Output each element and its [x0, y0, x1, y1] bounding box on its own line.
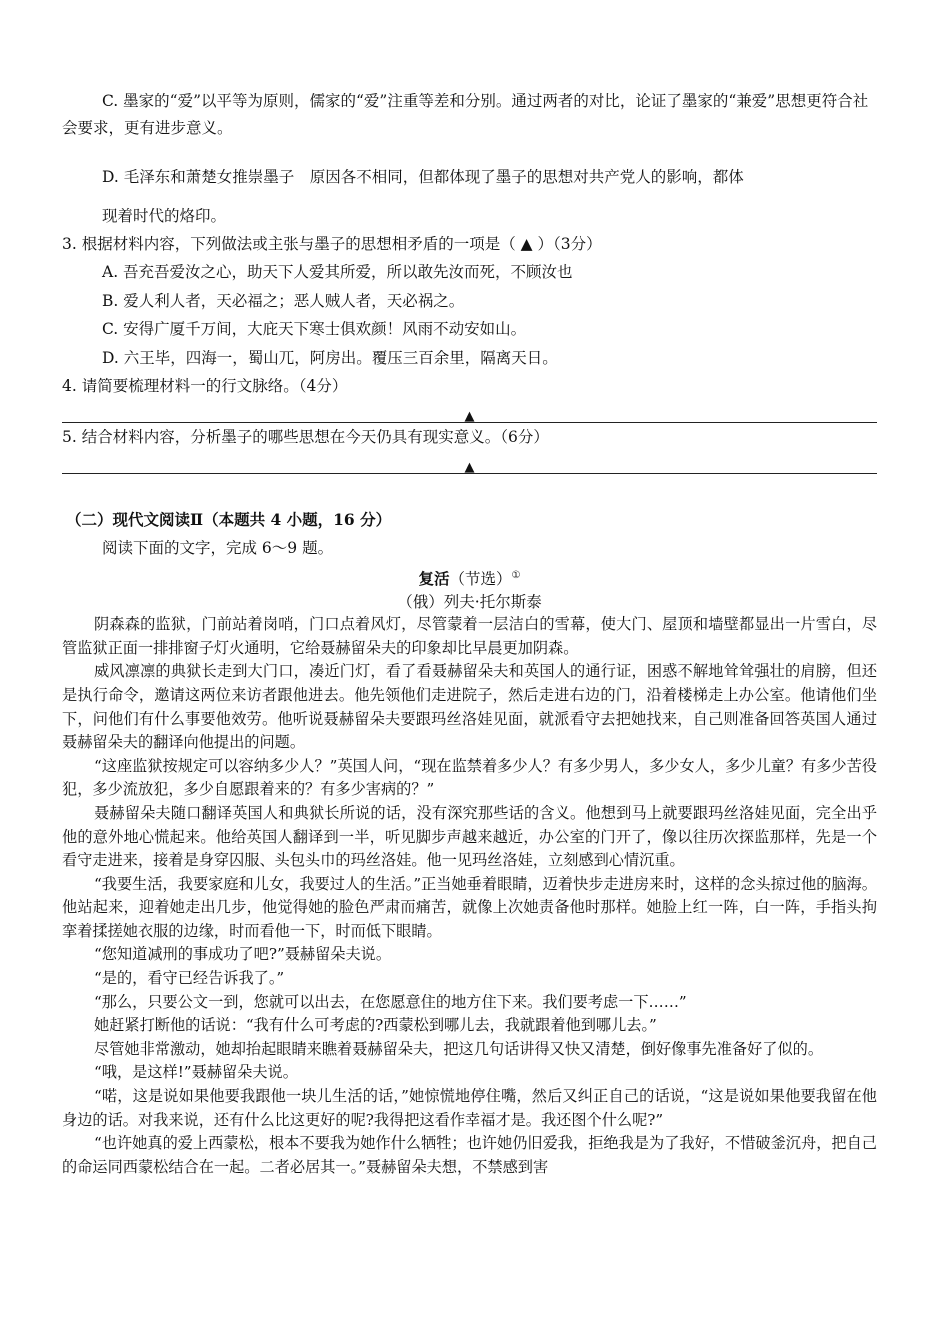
article-paragraph: 威风凛凛的典狱长走到大门口，凑近门灯，看了看聂赫留朵夫和英国人的通行证，困惑不解地耸耸强壮的肩膀，但还是执行命令，邀请这两位来访者跟他进去。他先领他们走进院子，然后走进右边的门，沿着楼梯走上办公室。他请他们坐下，问他们有什么事要他效劳。他听说聂赫留朵夫要跟玛丝洛娃见面，就派看守去把她找来，自己则准备回答英国人通过聂赫留朵夫的翻译向他提出的问题。 — [62, 662, 877, 752]
article-paragraph: “也许她真的爱上西蒙松，根本不要我为她作什么牺牲；也许她仍旧爱我，拒绝我是为了我好，不惜破釜沉舟，把自己的命运同西蒙松结合在一起。二者必居其一。”聂赫留朵夫想，不禁感到害 — [62, 1134, 877, 1176]
question-3-stem: 3. 根据材料内容，下列做法或主张与墨子的思想相矛盾的一项是（ ▲ ）（3分） — [62, 235, 602, 253]
footnote-mark: ① — [511, 570, 521, 581]
option-d-continuation: 现着时代的烙印。 — [102, 207, 227, 225]
section-title: （二）现代文阅读Ⅱ（本题共 4 小题，16 分） — [66, 510, 392, 529]
question-3-choice-c[interactable]: C. 安得广厦千万间，大庇天下寒士俱欢颜！风雨不动安如山。 — [102, 320, 527, 338]
article-subtitle: （节选） — [449, 570, 512, 589]
article-paragraph: “这座监狱按规定可以容纳多少人？”英国人问，“现在监禁着多少人？有多少男人，多少女人，多少儿童？有多少苦役犯，多少流放犯，多少自愿跟着来的？有多少害病的？” — [62, 756, 877, 799]
question-4-stem: 4. 请简要梳理材料一的行文脉络。（4分） — [62, 377, 348, 395]
question-5-stem: 5. 结合材料内容，分析墨子的哪些思想在今天仍具有现实意义。（6分） — [62, 428, 549, 446]
section-intro: 阅读下面的文字，完成 6～9 题。 — [102, 539, 334, 557]
article-paragraph: “哦，是这样!”聂赫留朵夫说。 — [94, 1063, 298, 1082]
exam-page — [62, 88, 877, 1179]
article-paragraph: 聂赫留朵夫随口翻译英国人和典狱长所说的话，没有深究那些话的含义。他想到马上就要跟玛丝洛娃见面，完全出乎他的意外地心慌起来。他给英国人翻译到一半，听见脚步声越来越近，办公室的门开了，像以往历次探监那样，先是一个看守走进来，接着是身穿囚服、头包头巾的玛丝洛娃。他一见玛丝洛娃，立刻感到心情沉重。 — [62, 803, 877, 870]
triangle-marker-icon: ▲ — [464, 460, 475, 475]
article-title — [62, 564, 877, 591]
article-paragraph: 阴森森的监狱，门前站着岗哨，门口点着风灯，尽管蒙着一层洁白的雪幕，使大门、屋顶和墙壁都显出一片雪白，尽管监狱正面一排排窗子灯火通明，它给聂赫留朵夫的印象却比早晨更加阴森。 — [62, 615, 877, 657]
article-paragraph: “喏，这是说如果他要我跟他一块儿生活的话，”她惊慌地停住嘴，然后又纠正自己的话说，“这是说如果他要我留在他身边的话。对我来说，还有什么比这更好的呢?我得把这看作幸福才是。我还图个什么呢?” — [62, 1087, 877, 1129]
question-4-answer-line[interactable] — [62, 400, 877, 423]
question-3-choice-d[interactable]: D. 六王毕，四海一，蜀山兀，阿房出。覆压三百余里，隔离天日。 — [102, 348, 558, 367]
question-3-choice-b[interactable]: B. 爱人利人者，天必福之；恶人贼人者，天必祸之。 — [102, 291, 465, 310]
article-body — [62, 613, 877, 1179]
article-paragraph: “我要生活，我要家庭和儿女，我要过人的生活。”正当她垂着眼睛，迈着快步走进房来时，这样的念头掠过他的脑海。他站起来，迎着她走出几步，他觉得她的脸色严肃而痛苦，就像上次她责备他时那样。她脸上红一阵，白一阵，手指头拘挛着揉搓她衣服的边缘，时而看他一下，时而低下眼睛。 — [62, 874, 877, 940]
question-3-choice-a[interactable]: A. 吾充吾爱汝之心，助天下人爱其所爱，所以敢先汝而死，不顾汝也 — [102, 263, 573, 281]
option-d-text: D. 毛泽东和萧楚女推崇墨子 原因各不相同，但都体现了墨子的思想对共产党人的影响，都体 — [102, 168, 744, 186]
option-c-text: C. 墨家的“爱”以平等为原则，儒家的“爱”注重等差和分别。通过两者的对比，论证了墨家的“兼爱”思想更符合社会要求，更有进步意义。 — [62, 92, 869, 137]
article-author: （俄）列夫·托尔斯泰 — [397, 593, 542, 612]
article-title-text: 复活 — [418, 569, 450, 589]
article-paragraph: “您知道减刑的事成功了吧?”聂赫留朵夫说。 — [94, 945, 392, 964]
article-paragraph: 尽管她非常激动，她却抬起眼睛来瞧着聂赫留朵夫，把这几句话讲得又快又清楚，倒好像事先准备好了似的。 — [94, 1039, 823, 1058]
article-paragraph: “那么，只要公文一到，您就可以出去，在您愿意住的地方住下来。我们要考虑一下……” — [94, 992, 687, 1011]
article-paragraph: “是的，看守已经告诉我了。” — [94, 969, 285, 988]
article-paragraph: 她赶紧打断他的话说：“我有什么可考虑的?西蒙松到哪儿去，我就跟着他到哪儿去。” — [94, 1016, 657, 1035]
triangle-marker-icon: ▲ — [464, 409, 475, 424]
question-5-answer-line[interactable] — [62, 451, 877, 474]
